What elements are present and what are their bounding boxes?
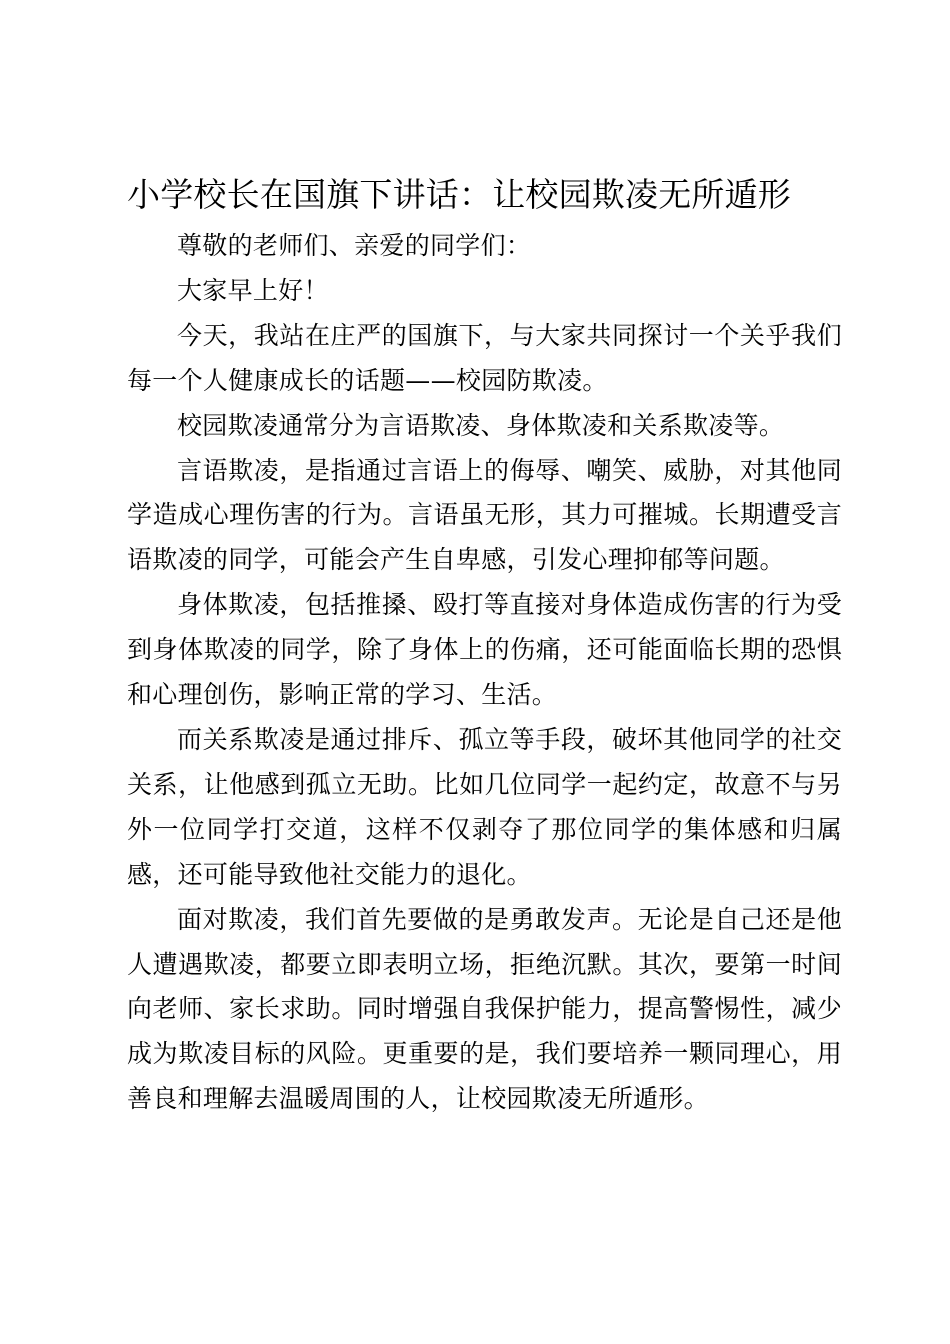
document-title: 小学校长在国旗下讲话：让校园欺凌无所遁形	[127, 175, 791, 214]
document-body	[127, 224, 842, 1122]
verbal-bullying-paragraph: 言语欺凌，是指通过言语上的侮辱、嘲笑、威胁，对其他同学造成心理伤害的行为。言语虽无形，其力可摧城。长期遭受言语欺凌的同学，可能会产生自卑感，引发心理抑郁等问题。	[127, 455, 842, 575]
bullying-types-paragraph: 校园欺凌通常分为言语欺凌、身体欺凌和关系欺凌等。	[177, 410, 785, 440]
salutation-paragraph: 尊敬的老师们、亲爱的同学们：	[177, 231, 532, 260]
intro-paragraph: 今天，我站在庄严的国旗下，与大家共同探讨一个关乎我们每一个人健康成长的话题——校园防欺凌。	[127, 320, 842, 395]
response-paragraph: 面对欺凌，我们首先要做的是勇敢发声。无论是自己还是他人遭遇欺凌，都要立即表明立场，拒绝沉默。其次，要第一时间向老师、家长求助。同时增强自我保护能力，提高警惕性，减少成为欺凌目标的风险。更重要的是，我们要培养一颗同理心，用善良和理解去温暖周围的人，让校园欺凌无所遁形。	[127, 904, 842, 1114]
greeting-paragraph: 大家早上好！	[177, 275, 329, 305]
physical-bullying-paragraph: 身体欺凌，包括推搡、殴打等直接对身体造成伤害的行为受到身体欺凌的同学，除了身体上的伤痛，还可能面临长期的恐惧和心理创伤，影响正常的学习、生活。	[127, 590, 842, 710]
relational-bullying-paragraph: 而关系欺凌是通过排斥、孤立等手段，破坏其他同学的社交关系，让他感到孤立无助。比如几位同学一起约定，故意不与另外一位同学打交道，这样不仅剥夺了那位同学的集体感和归属感，还可能导致他社交能力的退化。	[127, 724, 842, 889]
